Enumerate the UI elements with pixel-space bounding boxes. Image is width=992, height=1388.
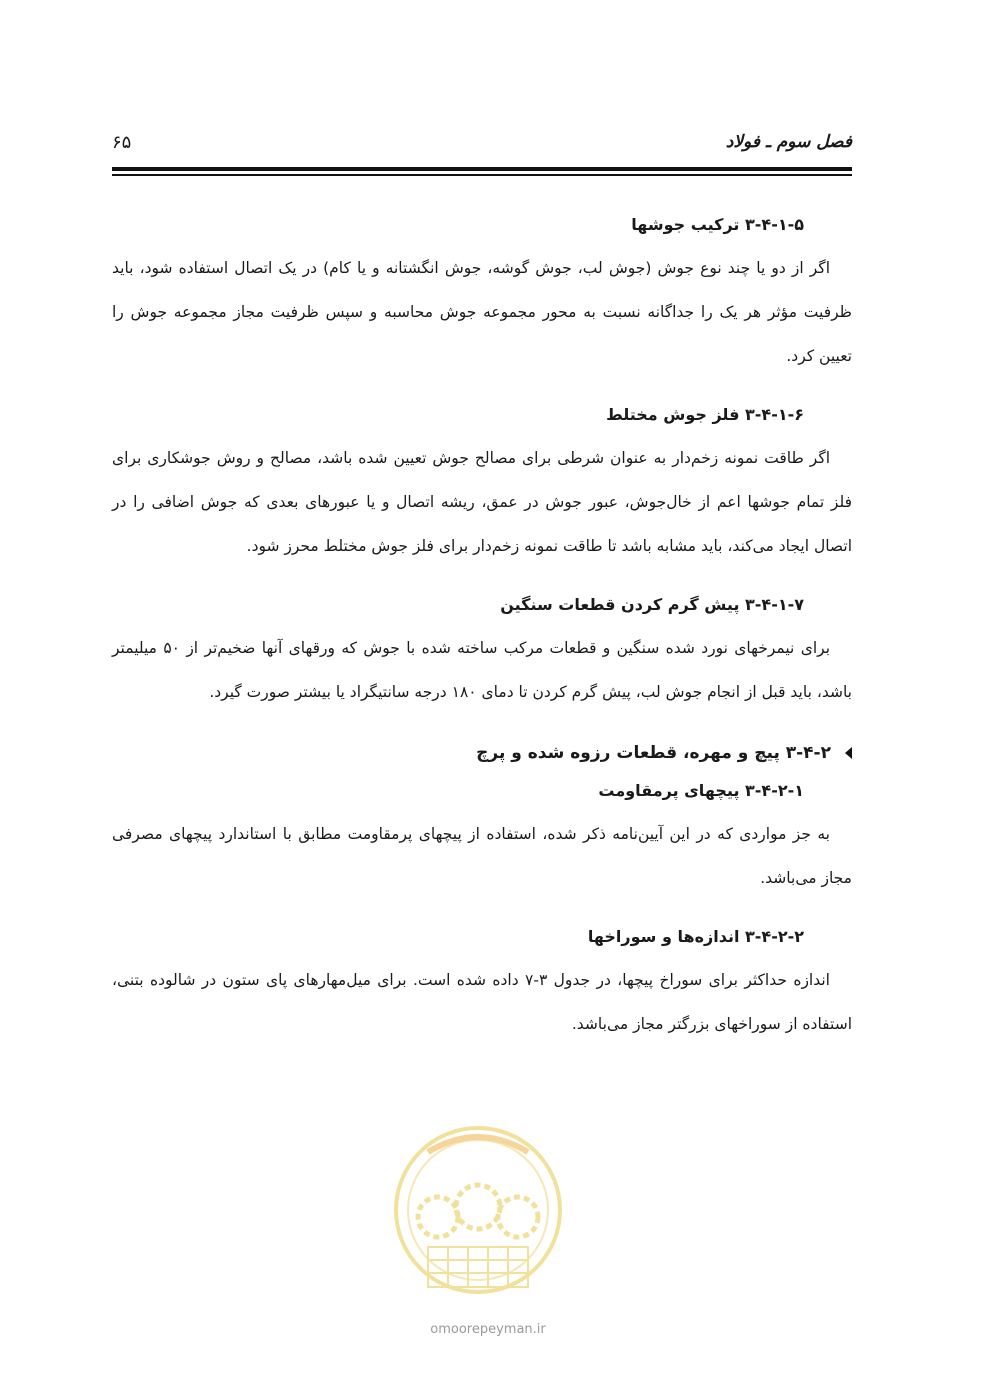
section-paragraph: اگر طاقت نمونه زخم‌دار به عنوان شرطی برای مصالح جوش تعیین شده باشد، مصالح و روش جوشکاری برای فلز تمام جوشها اعم از خال‌جوش، عبور جوش در عمق، ریشه اتصال و یا عبورهای بعدی که جوش اضافی را در اتصال ایجاد می‌کند، باید مشابه باشد تا طاقت نمونه زخم‌دار برای فلز جوش مختلط محرز شود. xyxy=(112,449,852,555)
watermark-url: omoorepeyman.ir xyxy=(430,1322,546,1337)
header-rule xyxy=(112,167,852,171)
subsection-paragraph: به جز مواردی که در این آیین‌نامه ذکر شده، استفاده از پیچهای پرمقاومت مطابق با استاندارد پیچهای مصرفی مجاز می‌باشد. xyxy=(112,825,852,887)
page-header xyxy=(112,128,852,164)
subsection-paragraph: اندازه حداکثر برای سوراخ پیچها، در جدول ۳-۷ داده شده است. برای میل‌مهارهای پای ستون در شالوده بتنی، استفاده از سوراخهای بزرگتر مجاز می‌باشد. xyxy=(112,971,852,1033)
major-section-title: ۳-۴-۲ پیچ و مهره، قطعات رزوه شده و پرچ xyxy=(476,743,831,763)
section-paragraph: برای نیمرخهای نورد شده سنگین و قطعات مرکب ساخته شده با جوش که ورقهای آنها ضخیم‌تر از ۵۰ میلیمتر باشد، باید قبل از انجام جوش لب، پیش گرم کردن تا دمای ۱۸۰ درجه سانتیگراد یا بیشتر صورت گیرد. xyxy=(112,639,852,701)
subsection-heading: ۳-۴-۲-۱ پیچهای پرمقاومت xyxy=(598,781,804,800)
section-heading: ۳-۴-۱-۷ پیش گرم کردن قطعات سنگین xyxy=(500,595,804,614)
subsection-heading: ۳-۴-۲-۲ اندازه‌ها و سوراخها xyxy=(587,927,804,946)
header-rule-secondary xyxy=(112,174,852,176)
section-paragraph: اگر از دو یا چند نوع جوش (جوش لب، جوش گوشه، جوش انگشتانه و یا کام) در یک اتصال استفاده شود، باید ظرفیت مؤثر هر یک را جداگانه نسبت به محور مجموعه جوش محاسبه و سپس ظرفیت مجاز مجموعه جوش را تعیین کرد. xyxy=(112,259,852,365)
major-section-heading xyxy=(112,736,852,770)
section-heading: ۳-۴-۱-۶ فلز جوش مختلط xyxy=(606,405,804,424)
page-number: ۶۵ xyxy=(112,132,132,153)
page-content xyxy=(112,210,852,1068)
triangle-bullet-icon xyxy=(845,747,852,759)
section-heading: ۳-۴-۱-۵ ترکیب جوشها xyxy=(631,215,804,234)
chapter-title: فصل سوم ـ فولاد xyxy=(725,132,852,152)
seal-logo-icon xyxy=(388,1112,568,1307)
